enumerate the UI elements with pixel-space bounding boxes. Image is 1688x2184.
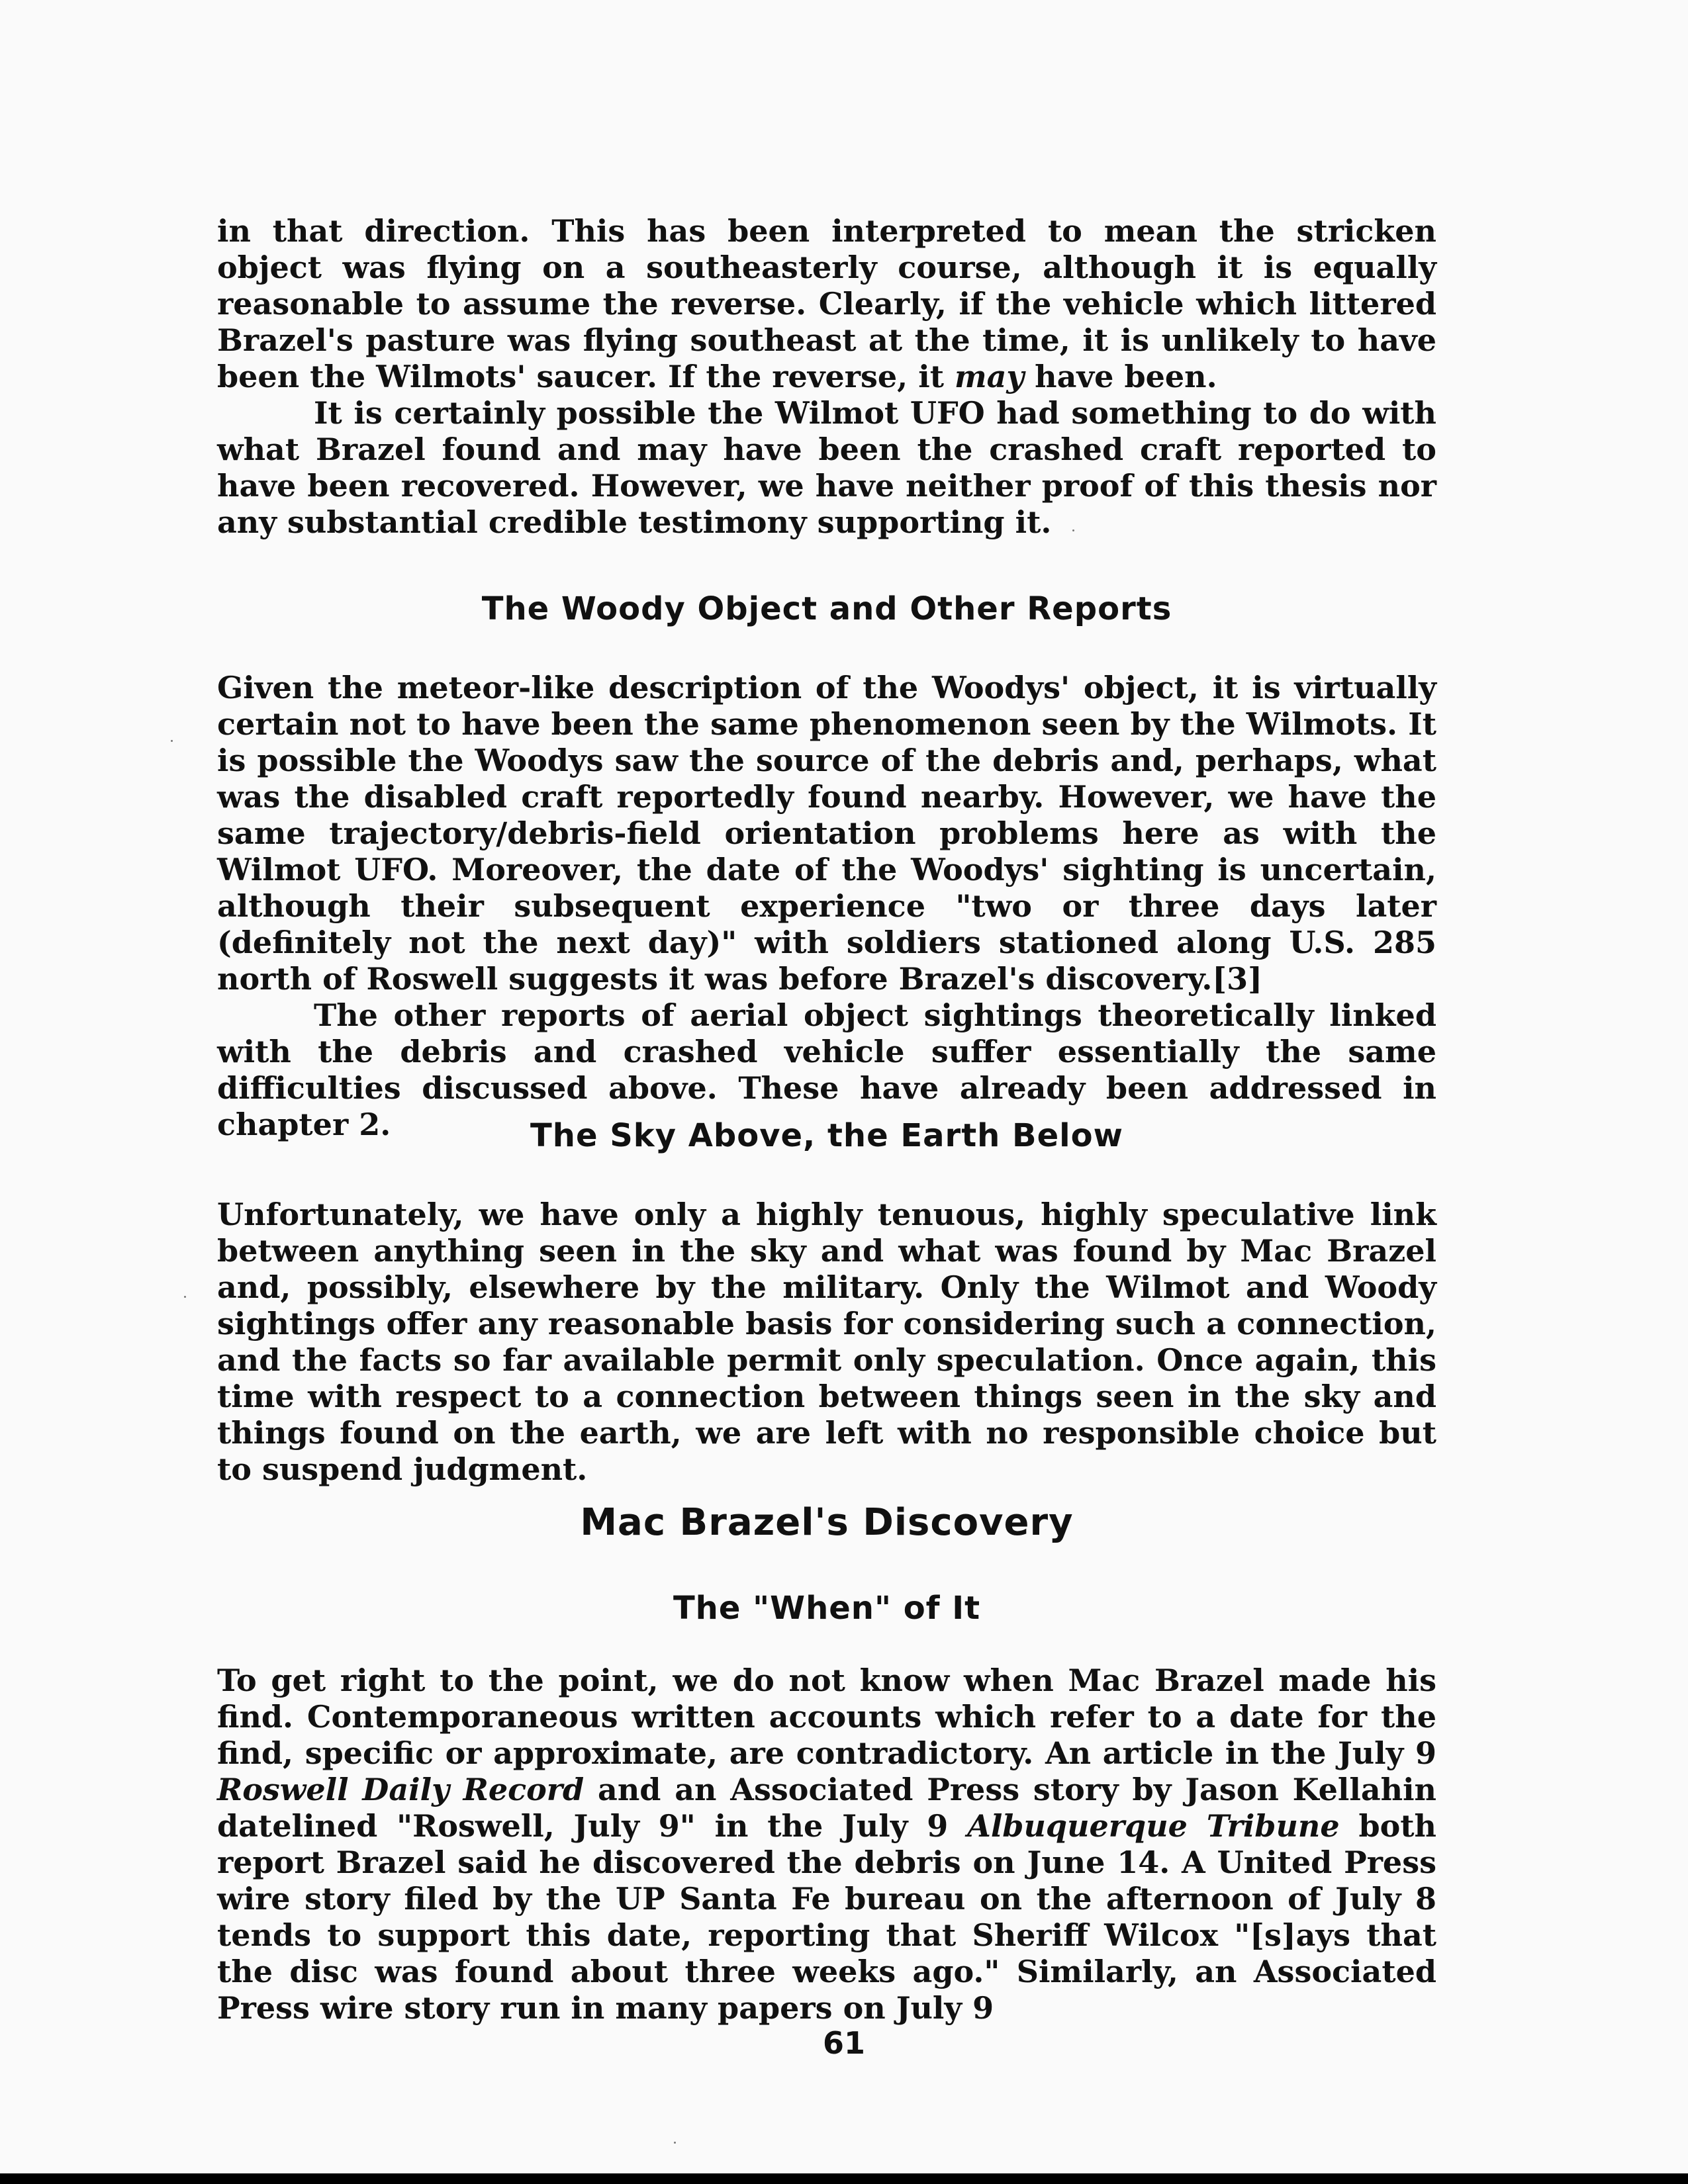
scan-speck [1072,529,1074,531]
paragraph: Given the meteor-like description of the Woodys' object, it is virtually certain not to have been the same phenomenon seen by the Wilmots. It is possible the Woodys saw the source of the debris and, perhaps, what was the disabled craft reportedly found nearby. However, we have the same trajectory/debris-field orientation problems here as with the Wilmot UFO. Moreover, the date of the Woodys' sighting is uncertain, although their subsequent experience "two or three days later (definitely not the next day)" with soldiers stationed along U.S. 285 north of Roswell suggests it was before Brazel's discovery.[3] [217,670,1436,997]
section-heading-sky: The Sky Above, the Earth Below [530,1117,1123,1154]
section-heading-woody: The Woody Object and Other Reports [481,590,1172,627]
scan-speck [674,2142,676,2144]
page-number: 61 [822,2025,865,2061]
woody-section [217,670,1436,1143]
paragraph: Unfortunately, we have only a highly tenuous, highly speculative link between anything seen in the sky and what was found by Mac Brazel and, possibly, elsewhere by the military. Only the Wilmot and Woody sightings offer any reasonable basis for considering such a connection, and the facts so far available permit only speculation. Once again, this time with respect to a connection between things seen in the sky and things found on the earth, we are left with no responsible choice but to suspend judgment. [217,1197,1436,1487]
sky-section [217,1197,1436,1488]
scan-speck [184,1296,186,1298]
paragraph: in that direction. This has been interpreted to mean the stricken object was flying on a southeasterly course, although it is equally reasonable to assume the reverse. Clearly, if the vehicle which littered Brazel's pasture was flying southeast at the time, it is unlikely to have been the Wilmots' saucer. If the reverse, it may have been. [217,213,1436,394]
section-heading-when: The "When" of It [673,1590,981,1627]
paragraph: The other reports of aerial object sightings theoretically linked with the debris and crashed vehicle suffer essentially the same difficulties discussed above. These have already been addressed in chapter 2. [217,997,1436,1142]
chapter-heading-discovery: Mac Brazel's Discovery [580,1501,1074,1544]
scan-bottom-edge [0,2173,1688,2184]
discovery-section [217,1662,1436,2026]
scan-speck [171,740,173,742]
paragraph: It is certainly possible the Wilmot UFO had something to do with what Brazel found and may have been the crashed craft reported to have been recovered. However, we have neither proof of this thesis nor any substantial credible testimony supporting it. [217,395,1436,540]
paragraph: To get right to the point, we do not know when Mac Brazel made his find. Contemporaneous written accounts which refer to a date for the find, specific or approximate, are contradictory. An article in the July 9 Roswell Daily Record and an Associated Press story by Jason Kellahin datelined "Roswell, July 9" in the July 9 Albuquerque Tribune both report Brazel said he discovered the debris on June 14. A United Press wire story filed by the UP Santa Fe bureau on the afternoon of July 8 tends to support this date, reporting that Sheriff Wilcox "[s]ays that the disc was found about three weeks ago." Similarly, an Associated Press wire story run in many papers on July 9 [217,1662,1437,2026]
intro-section [217,213,1436,541]
